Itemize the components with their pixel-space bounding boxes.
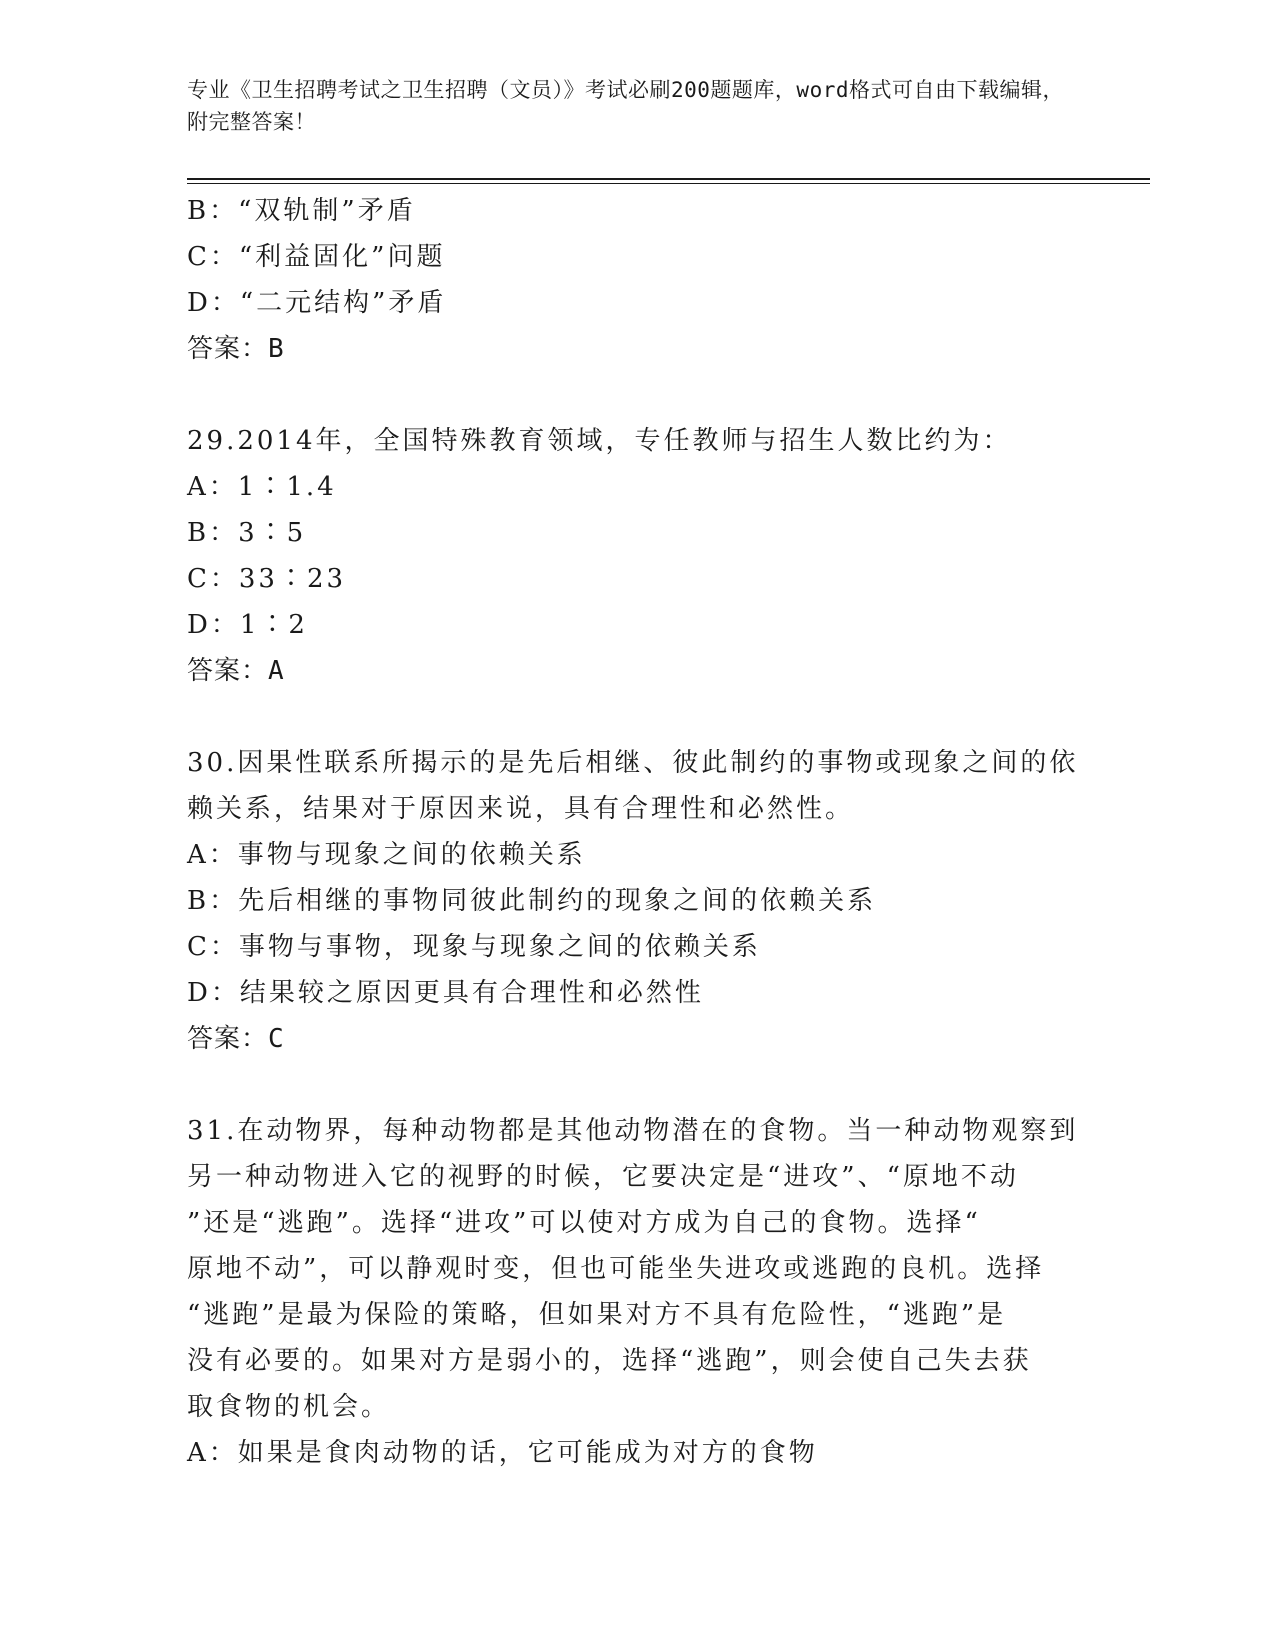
question-text: 31.在动物界，每种动物都是其他动物潜在的食物。当一种动物观察到 另一种动物进入它的视野的时候，它要决定是“进攻”、“原地不动 ”还是“逃跑”。选择“进攻”可以使对方成为自己的食物。选择“ 原地不动”，可以静观时变，但也可能坐失进攻或逃跑的良机。选择 “逃跑”是最为保险的策略，但如果对方不具有危险性，“逃跑”是 没有必要的。如果对方是弱小的，选择“逃跑”，则会使自己失去获 取食物的机会。 — [187, 1116, 1079, 1422]
option-a: A：事物与现象之间的依赖关系 — [187, 840, 586, 870]
question-29 — [187, 418, 1087, 694]
option-c: C：事物与事物，现象与现象之间的依赖关系 — [187, 932, 761, 962]
question-30 — [187, 740, 1087, 1062]
option-b: B：3∶5 — [187, 518, 307, 548]
question-text: 30.因果性联系所揭示的是先后相继、彼此制约的事物或现象之间的依 赖关系，结果对于原因来说，具有合理性和必然性。 — [187, 748, 1079, 824]
document-header: 专业《卫生招聘考试之卫生招聘（文员）》考试必刷200题题库，word格式可自由下载编辑，附完整答案！ — [187, 78, 1064, 134]
option-d: D：“二元结构”矛盾 — [187, 288, 447, 318]
header-rule-thick — [187, 178, 1150, 180]
option-a: A：1∶1.4 — [187, 472, 337, 502]
question-31 — [187, 1108, 1087, 1476]
option-c: C：“利益固化”问题 — [187, 242, 446, 272]
question-text: 29.2014年，全国特殊教育领域，专任教师与招生人数比约为： — [187, 426, 1012, 456]
option-d: D：结果较之原因更具有合理性和必然性 — [187, 978, 704, 1008]
answer-line: 答案：C — [187, 1024, 285, 1054]
answer-line: 答案：A — [187, 656, 285, 686]
option-b: B：先后相继的事物同彼此制约的现象之间的依赖关系 — [187, 886, 877, 916]
header-rule-thin — [187, 183, 1150, 184]
answer-line: 答案：B — [187, 334, 285, 364]
option-a: A：如果是食肉动物的话，它可能成为对方的食物 — [187, 1438, 818, 1468]
option-c: C：33∶23 — [187, 564, 347, 594]
option-b: B：“双轨制”矛盾 — [187, 196, 416, 226]
option-d: D：1∶2 — [187, 610, 308, 640]
question-list — [187, 188, 1087, 1476]
question-28-continued — [187, 188, 1087, 372]
